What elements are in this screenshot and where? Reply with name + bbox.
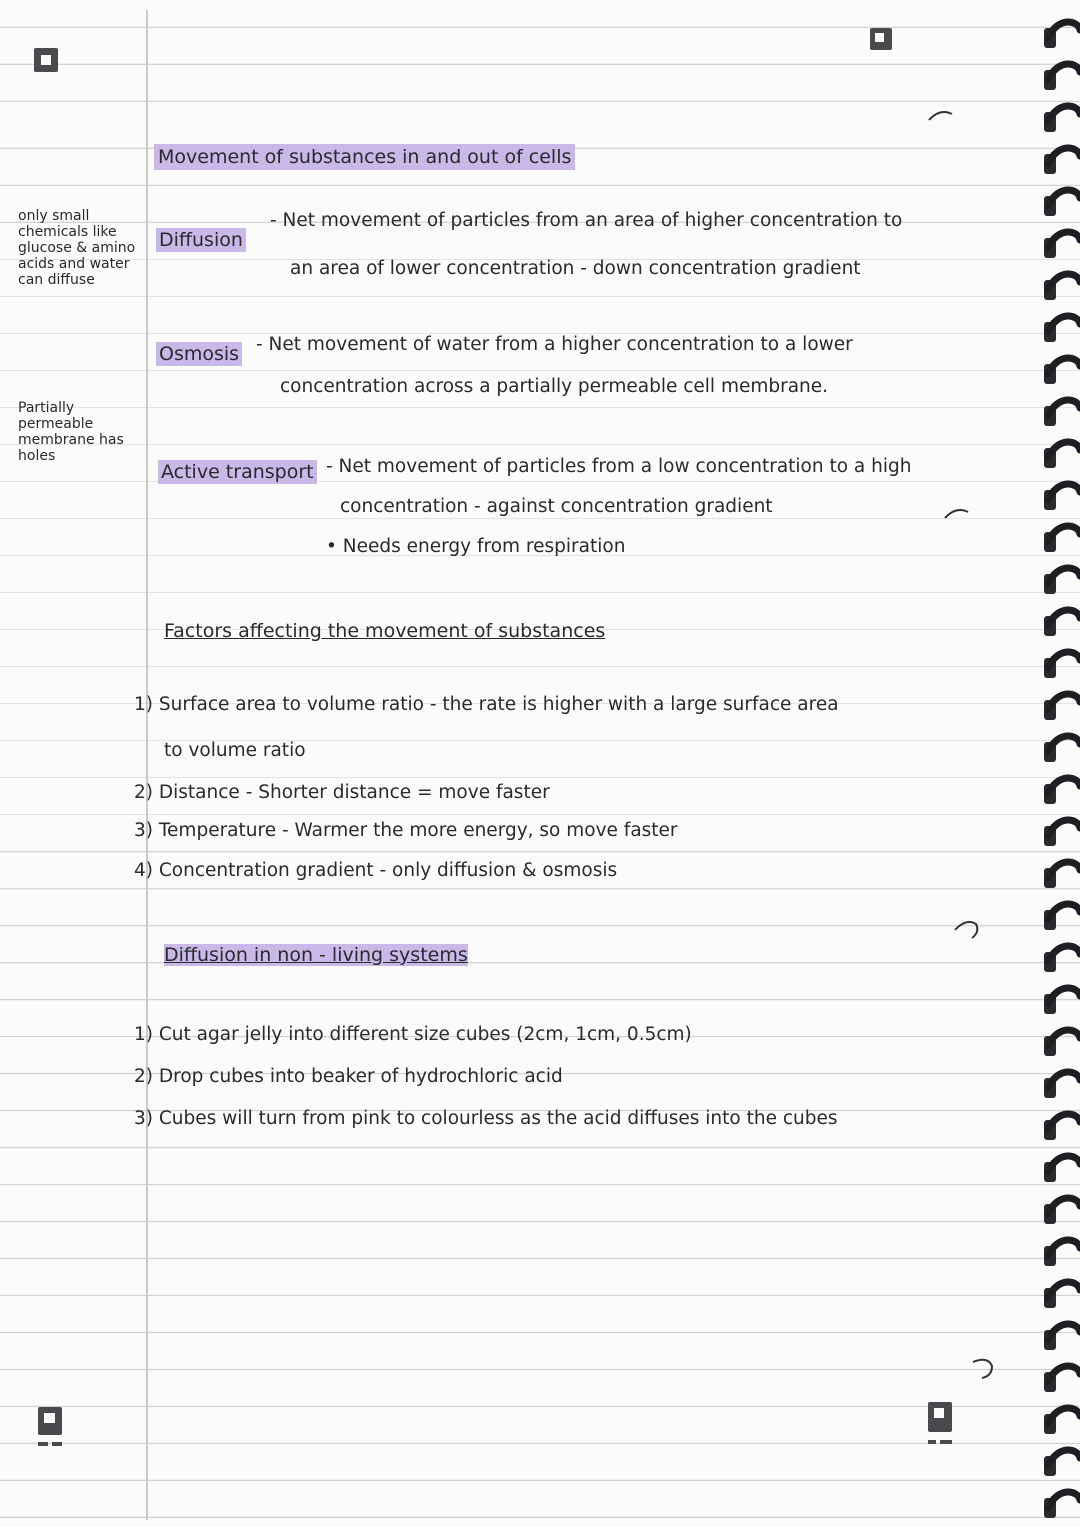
binding-coil — [1048, 1324, 1080, 1340]
factor-term: Temperature — [158, 820, 277, 841]
factor-term: Concentration gradient — [158, 860, 374, 881]
binding-coil — [1048, 1240, 1080, 1256]
section-heading-factors: Factors affecting the movement of substances — [164, 620, 606, 642]
bullet-text: Needs energy from respiration — [342, 536, 626, 557]
step-item — [134, 1108, 838, 1129]
binding-coil — [1048, 526, 1080, 542]
term-active-transport: Active transport — [158, 460, 317, 484]
term-diffusion: Diffusion — [156, 228, 246, 252]
binding-coil — [1048, 862, 1080, 878]
binding-coil — [1048, 274, 1080, 290]
heading-text: Diffusion in non - living systems — [164, 944, 468, 966]
binding-coil — [1048, 1156, 1080, 1172]
binding-coil — [1048, 736, 1080, 752]
corner-dash — [928, 1440, 936, 1444]
step-text: Cut agar jelly into different size cubes (2cm, 1cm, 0.5cm) — [158, 1024, 692, 1045]
tick-mark-icon — [970, 1352, 1000, 1382]
factor-num: 1) — [134, 694, 153, 715]
margin-line — [146, 10, 148, 1520]
binding-coil — [1048, 1450, 1080, 1466]
tick-mark-icon — [952, 916, 982, 942]
binding-coil — [1048, 232, 1080, 248]
definition-line: - Net movement of particles from a low concentration to a high — [326, 456, 912, 477]
factor-item — [134, 694, 839, 715]
binding-coil — [1048, 652, 1080, 668]
binding-coil — [1048, 316, 1080, 332]
binding-coil — [1048, 1366, 1080, 1382]
factor-term: Surface area to volume ratio — [158, 694, 424, 715]
binding-coil — [1048, 778, 1080, 794]
definition-line: - Net movement of water from a higher concentration to a lower — [256, 334, 853, 355]
factor-text: - Shorter distance = move faster — [245, 782, 550, 803]
step-text: Drop cubes into beaker of hydrochloric acid — [158, 1066, 563, 1087]
binding-coil — [1048, 904, 1080, 920]
binding-coil — [1048, 1492, 1080, 1508]
factor-item — [134, 782, 550, 803]
binding-coil — [1048, 1408, 1080, 1424]
margin-note-diffusion: only small chemicals like glucose & amino acids and water can diffuse — [18, 208, 136, 288]
factor-num: 3) — [134, 820, 153, 841]
corner-bracket-icon — [38, 1407, 62, 1435]
corner-bracket-icon — [928, 1402, 952, 1432]
binding-coil — [1048, 442, 1080, 458]
definition-line: - Net movement of particles from an area of higher concentration to — [270, 210, 903, 231]
binding-coil — [1048, 610, 1080, 626]
factor-num: 4) — [134, 860, 153, 881]
step-num: 3) — [134, 1108, 153, 1129]
factor-item-continued: to volume ratio — [164, 740, 306, 761]
step-item — [134, 1024, 692, 1045]
bullet-point: • Needs energy from respiration — [326, 536, 626, 557]
tick-mark-icon — [926, 106, 956, 128]
definition-line: an area of lower concentration - down concentration gradient — [290, 258, 861, 279]
factor-text: - only diffusion & osmosis — [379, 860, 618, 881]
factor-num: 2) — [134, 782, 153, 803]
factor-item — [134, 860, 617, 881]
factor-text: - the rate is higher with a large surface area — [429, 694, 839, 715]
binding-coil — [1048, 1072, 1080, 1088]
binding-coil — [1048, 1114, 1080, 1130]
binding-coil — [1048, 988, 1080, 1004]
corner-dash — [940, 1440, 952, 1444]
binding-coil — [1048, 694, 1080, 710]
section-heading-non-living — [164, 944, 468, 966]
corner-bracket-icon — [34, 48, 58, 72]
tick-mark-icon — [942, 504, 972, 526]
page-title: Movement of substances in and out of cells — [154, 144, 575, 170]
binding-coil — [1048, 484, 1080, 500]
corner-bracket-icon — [870, 28, 892, 50]
binding-coil — [1048, 1282, 1080, 1298]
binding-coil — [1048, 148, 1080, 164]
step-item — [134, 1066, 563, 1087]
binding-coil — [1048, 1198, 1080, 1214]
factor-text: - Warmer the more energy, so move faster — [281, 820, 678, 841]
factor-item — [134, 820, 678, 841]
step-text: Cubes will turn from pink to colourless as the acid diffuses into the cubes — [158, 1108, 838, 1129]
definition-line: concentration - against concentration gradient — [340, 496, 773, 517]
step-num: 2) — [134, 1066, 153, 1087]
margin-note-osmosis: Partially permeable membrane has holes — [18, 400, 124, 464]
binding-coil — [1048, 106, 1080, 122]
binding-coil — [1048, 64, 1080, 80]
binding-coil — [1048, 22, 1080, 38]
binding-coil — [1048, 190, 1080, 206]
spiral-binding-icon — [998, 0, 1080, 1527]
step-num: 1) — [134, 1024, 153, 1045]
definition-line: concentration across a partially permeable cell membrane. — [280, 376, 829, 397]
binding-coil — [1048, 358, 1080, 374]
term-osmosis: Osmosis — [156, 342, 242, 366]
binding-coil — [1048, 568, 1080, 584]
corner-dash — [38, 1442, 48, 1446]
corner-dash — [52, 1442, 62, 1446]
binding-coil — [1048, 820, 1080, 836]
binding-coil — [1048, 400, 1080, 416]
binding-coil — [1048, 946, 1080, 962]
factor-term: Distance — [158, 782, 240, 803]
binding-coil — [1048, 1030, 1080, 1046]
